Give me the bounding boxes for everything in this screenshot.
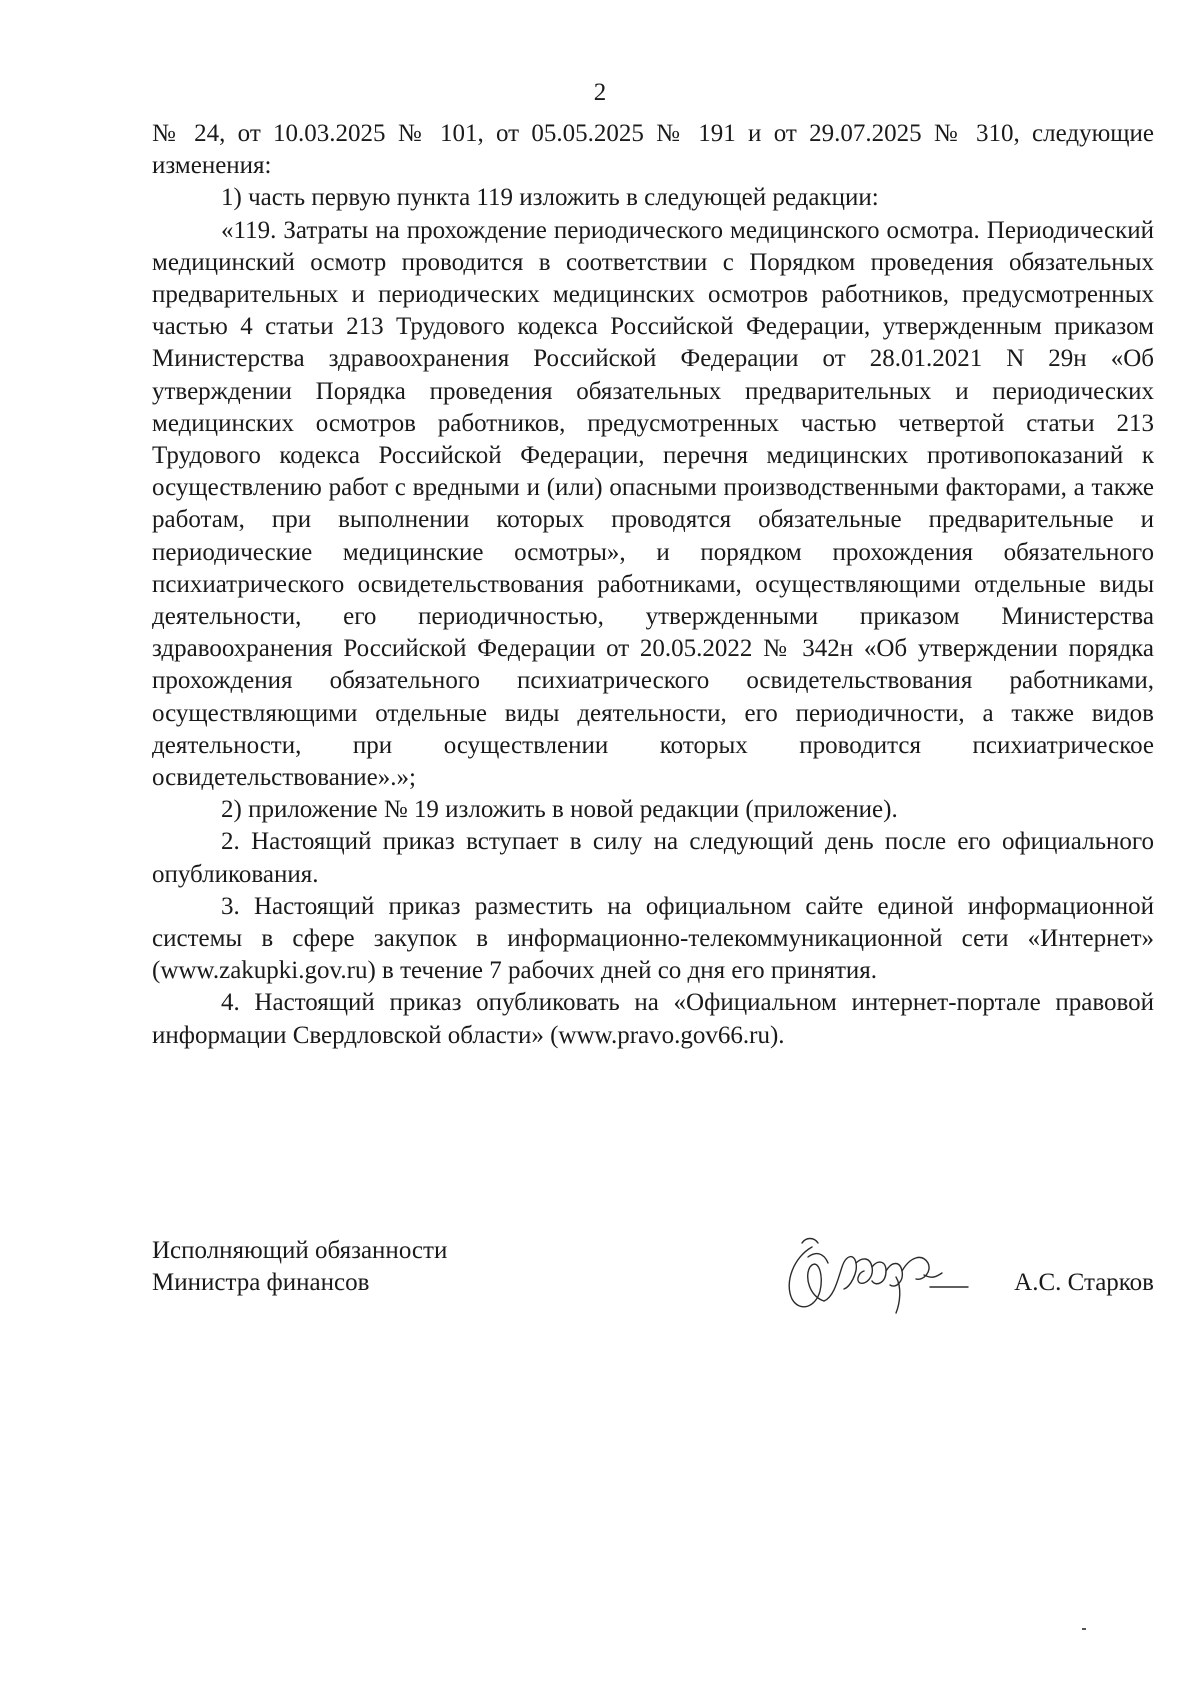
paragraph-item-2: 2) приложение № 19 изложить в новой редакции (приложение). xyxy=(221,796,898,824)
scan-speck xyxy=(1082,1628,1086,1630)
signatory-title-line-1: Исполняющий обязанности xyxy=(152,1237,448,1264)
document-body xyxy=(152,118,1154,1052)
paragraph-item-1: 1) часть первую пункта 119 изложить в следующей редакции: xyxy=(221,184,879,212)
paragraph-changes-intro: № 24, от 10.03.2025 № 101, от 05.05.2025 № 191 и от 29.07.2025 № 310, следующие изменения: xyxy=(152,120,1154,180)
signatory-title xyxy=(152,1235,447,1299)
signature-block xyxy=(152,1235,1154,1345)
page-number: 2 xyxy=(593,79,607,106)
paragraph-clause-119: «119. Затраты на прохождение периодического медицинского осмотра. Периодический медицинский осмотр проводится в соответствии с Порядком проведения обязательных предварительных и периодических медицинских осмотров работников, предусмотренных частью 4 статьи 213 Трудового кодекса Российской Федерации, утвержденным приказом Министерства здравоохранения Российской Федерации от 28.01.2021 N 29н «Об утверждении Порядка проведения обязательных предварительных и периодических медицинских осмотров работников, предусмотренных частью четвертой статьи 213 Трудового кодекса Российской Федерации, перечня медицинских противопоказаний к осуществлению работ с вредными и (или) опасными производственными факторами, а также работам, при выполнении которых проводятся обязательные предварительные и периодические медицинские осмотры», и порядком прохождения обязательного психиатрического освидетельствования работниками, осуществляющими отдельные виды деятельности, его периодичностью, утвержденными приказом Министерства здравоохранения Российской Федерации от 20.05.2022 № 342н «Об утверждении порядка прохождения обязательного психиатрического освидетельствования работниками, осуществляющими отдельные виды деятельности, его периодичности, а также видов деятельности, при осуществлении которых проводится психиатрическое освидетельствование».»; xyxy=(152,216,1154,792)
paragraph-point-3: 3. Настоящий приказ разместить на официальном сайте единой информационной системы в сфере закупок в информационно-телекоммуникационной сети «Интернет» (www.zakupki.gov.ru) в течение 7 рабочих дней со дня его принятия. xyxy=(152,892,1154,985)
paragraph-point-2: 2. Настоящий приказ вступает в силу на следующий день после его официального опубликования. xyxy=(152,828,1154,888)
handwritten-signature xyxy=(772,1227,972,1319)
signatory-title-line-2: Министра финансов xyxy=(152,1269,370,1296)
signatory-name: А.С. Старков xyxy=(1014,1269,1154,1296)
paragraph-point-4: 4. Настоящий приказ опубликовать на «Официальном интернет-портале правовой информации Свердловской области» (www.pravo.gov66.ru). xyxy=(152,989,1154,1049)
